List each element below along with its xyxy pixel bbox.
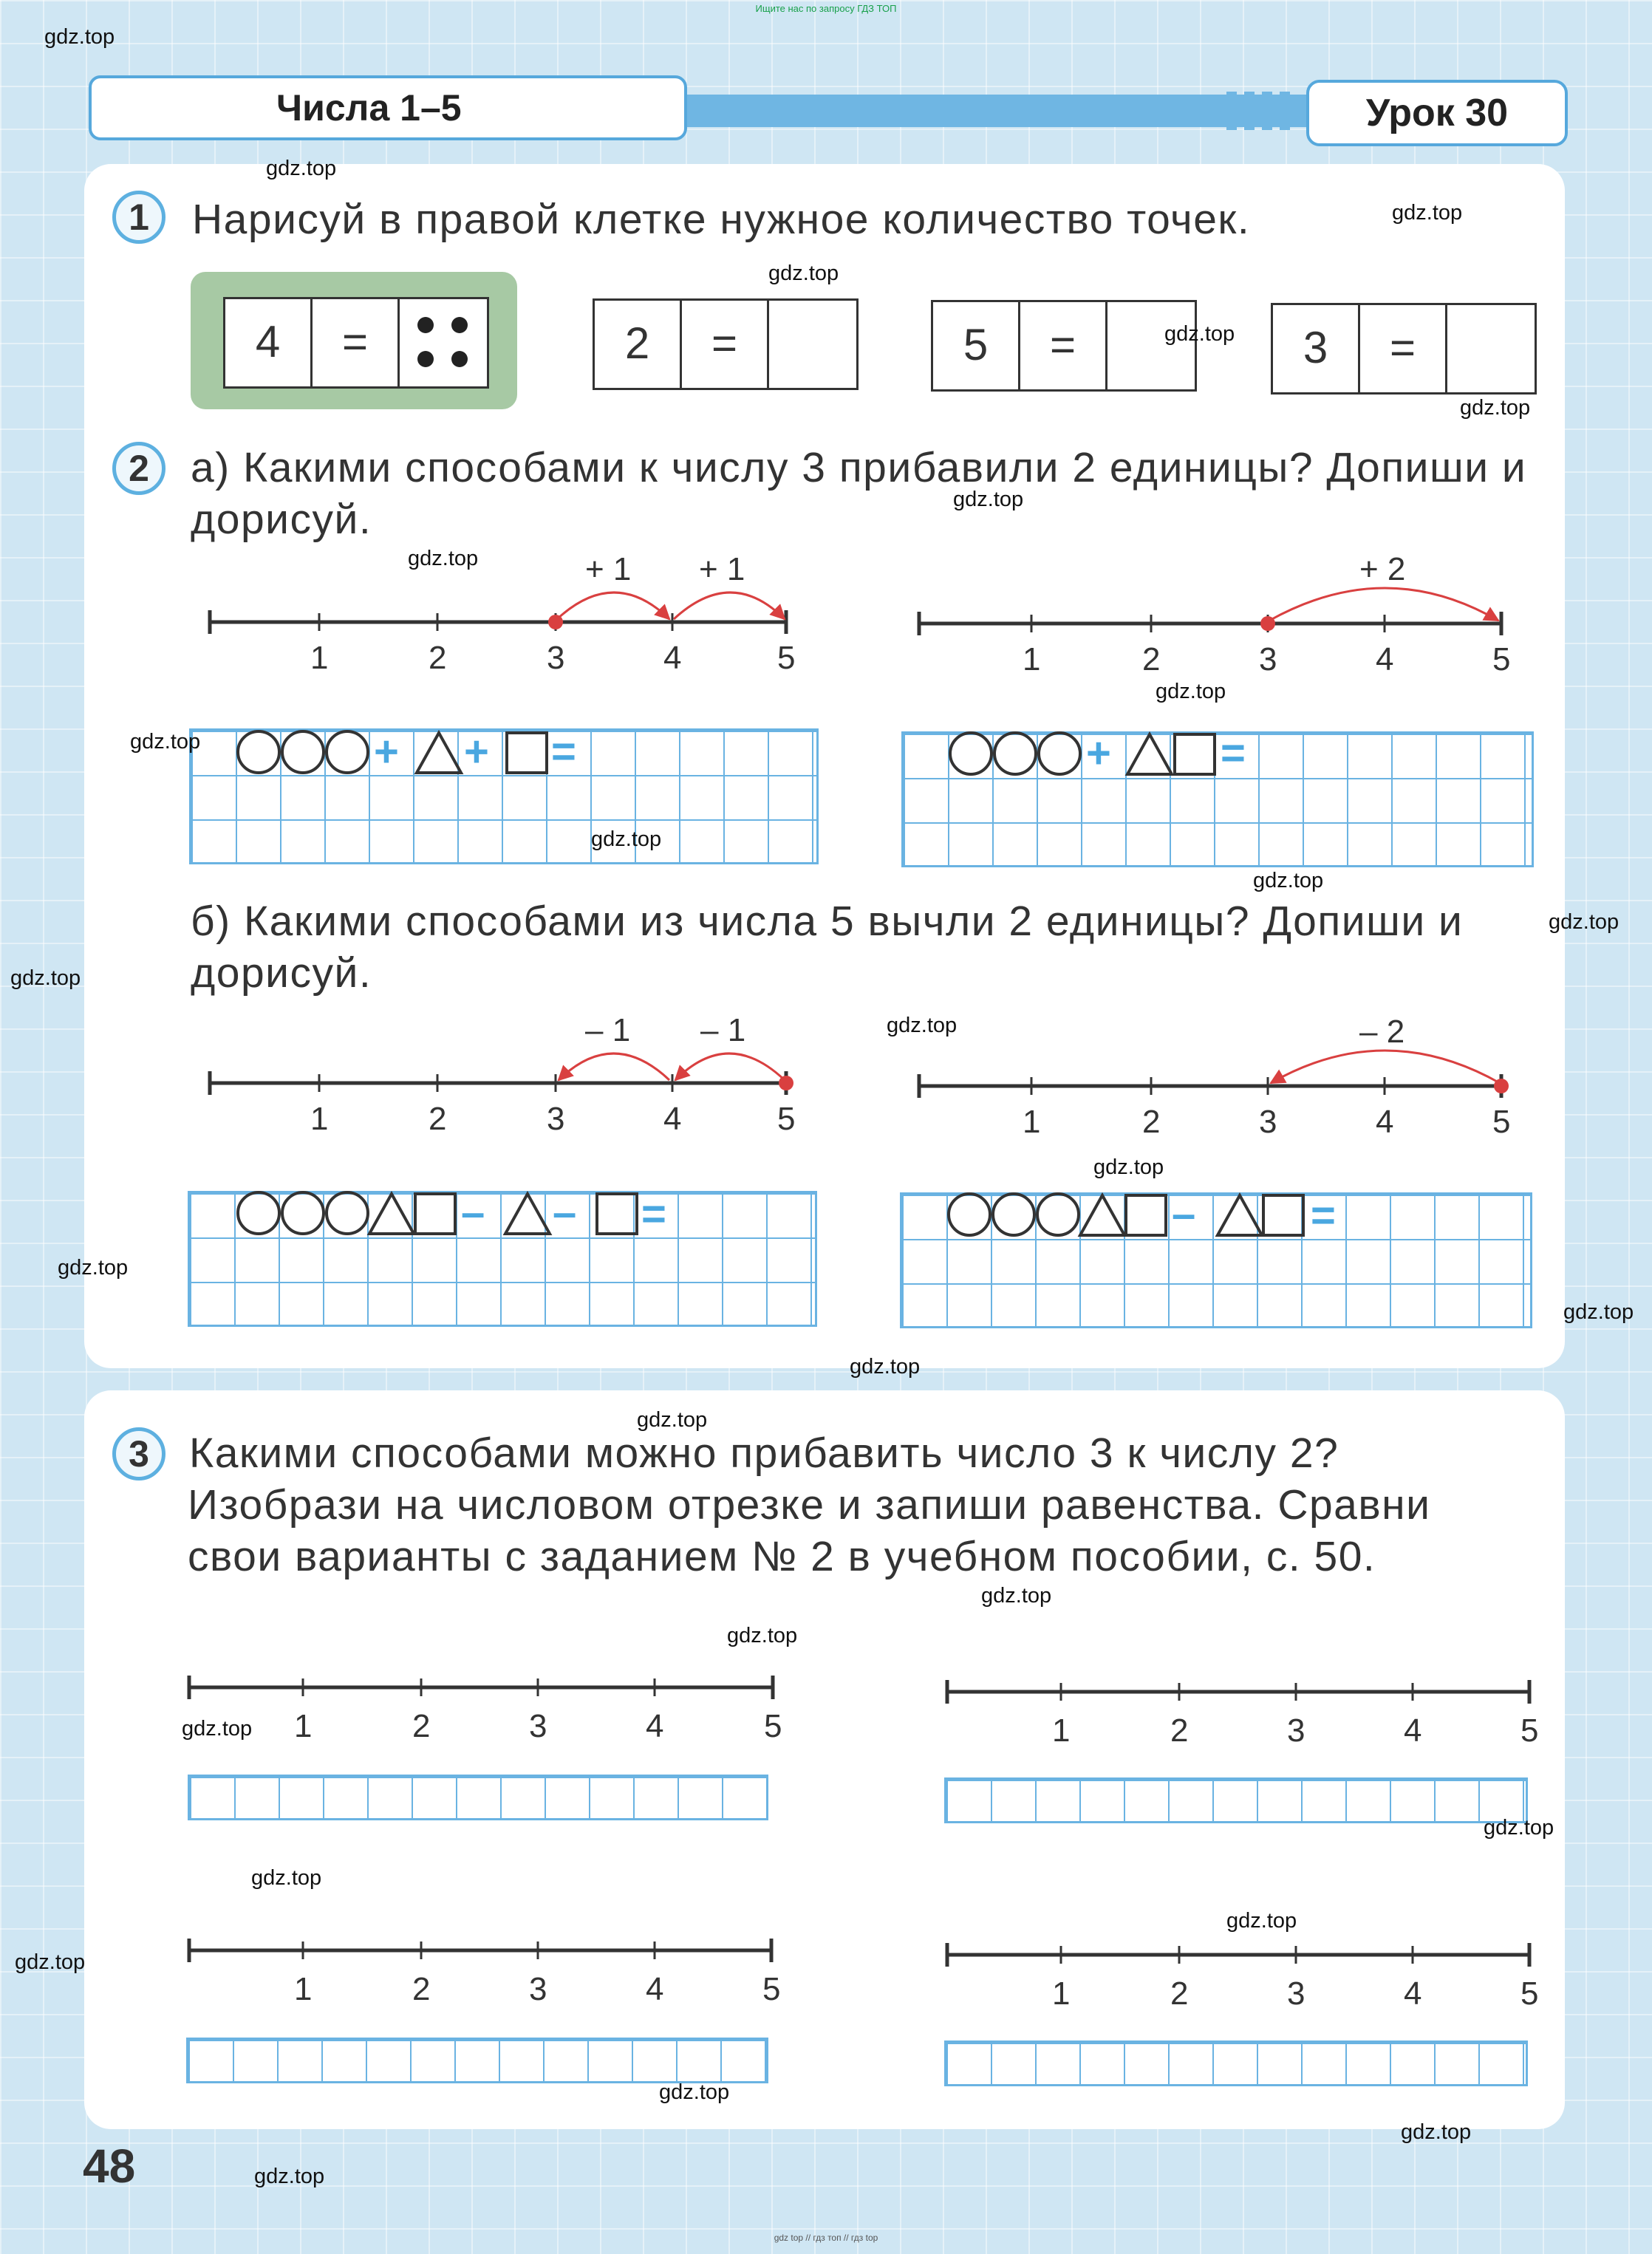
- circle-shape: [238, 731, 279, 773]
- watermark: gdz.top: [1226, 1909, 1297, 1933]
- triangle-shape: [505, 1194, 550, 1234]
- tick-label: 3: [1259, 1104, 1277, 1140]
- circle-shape: [993, 1194, 1034, 1235]
- tick-label: 3: [547, 1101, 565, 1137]
- watermark: gdz.top: [44, 25, 115, 49]
- tick-label: 4: [663, 1101, 682, 1137]
- watermark: gdz.top: [1549, 910, 1619, 934]
- watermark: gdz.top: [768, 262, 839, 285]
- top-note: Ищите нас по запросу ГДЗ ТОП: [755, 3, 897, 14]
- triangle-shape: [417, 733, 461, 773]
- tick-label: 5: [1492, 1104, 1511, 1140]
- watermark: gdz.top: [591, 827, 662, 851]
- bottom-note: gdz top // гдз топ // гдз top: [774, 2233, 878, 2243]
- tick-label: 4: [646, 1971, 664, 2007]
- tick-label: 5: [1492, 641, 1511, 677]
- circle-shape: [1039, 733, 1080, 774]
- watermark: gdz.top: [251, 1866, 322, 1890]
- tick-label: 3: [547, 640, 565, 676]
- watermark: gdz.top: [887, 1014, 958, 1037]
- tick-label: 5: [762, 1971, 781, 2007]
- circle-shape: [1037, 1194, 1079, 1235]
- triangle-shape: [1080, 1195, 1124, 1235]
- grid-3-bottom-left[interactable]: [186, 2038, 768, 2083]
- box-equals: =: [1020, 302, 1107, 389]
- box-equals: =: [682, 301, 769, 388]
- plus-sign: +: [374, 728, 399, 776]
- square-shape: [415, 1194, 455, 1234]
- task-3-number: 3: [112, 1427, 165, 1481]
- tick-label: 2: [1142, 641, 1161, 677]
- tick-label: 1: [1023, 641, 1041, 677]
- example-number: 4: [225, 299, 313, 386]
- tick-label: 1: [1052, 1712, 1071, 1749]
- tick-label: 4: [1376, 1104, 1394, 1140]
- box-number: 3: [1273, 305, 1360, 392]
- tick-label: 3: [1287, 1712, 1305, 1749]
- watermark: gdz.top: [10, 966, 81, 990]
- watermark: gdz.top: [1401, 2120, 1472, 2144]
- tick-label: 3: [1287, 1975, 1305, 2012]
- grid-3-top-left[interactable]: [188, 1775, 768, 1820]
- circle-shape: [282, 731, 324, 773]
- tick-label: 4: [1376, 641, 1394, 677]
- square-shape: [597, 1194, 637, 1234]
- watermark: gdz.top: [727, 1624, 798, 1647]
- tick-label: 5: [1520, 1975, 1539, 2012]
- arc-label: + 2: [1359, 551, 1406, 587]
- circle-shape: [282, 1192, 324, 1234]
- watermark: gdz.top: [1460, 396, 1531, 420]
- tick-label: 2: [412, 1971, 431, 2007]
- watermark: gdz.top: [953, 488, 1024, 511]
- square-shape: [1126, 1195, 1166, 1235]
- minus-sign: –: [461, 1189, 485, 1237]
- watermark: gdz.top: [1253, 869, 1324, 892]
- task-3-text-line-2: Изобрази на числовом отрезке и запиши равенства. Сравни: [188, 1481, 1431, 1529]
- square-shape: [507, 733, 547, 773]
- tick-label: 1: [294, 1971, 313, 2007]
- triangle-shape: [1218, 1195, 1262, 1235]
- tick-label: 1: [294, 1708, 313, 1744]
- watermark: gdz.top: [130, 730, 201, 754]
- tick-label: 3: [529, 1708, 547, 1744]
- tick-label: 5: [777, 640, 796, 676]
- watermark: gdz.top: [637, 1408, 708, 1432]
- tick-label: 4: [646, 1708, 664, 1744]
- watermark: gdz.top: [1392, 201, 1463, 225]
- tick-label: 5: [1520, 1712, 1539, 1749]
- tick-label: 2: [1170, 1712, 1189, 1749]
- circle-shape: [949, 1194, 990, 1235]
- grid-3-top-right[interactable]: [944, 1777, 1528, 1823]
- equals-sign: =: [1221, 729, 1246, 777]
- page-number: 48: [83, 2139, 136, 2193]
- watermark: gdz.top: [266, 157, 337, 180]
- task-3-text-line-3: свои варианты с заданием № 2 в учебном пособии, с. 50.: [188, 1533, 1376, 1580]
- task-2a-text: а) Какими способами к числу 3 прибавили 2 единицы? Допиши и дорисуй.: [191, 444, 1527, 543]
- task-1-number: 1: [112, 191, 165, 244]
- circle-shape: [950, 733, 991, 774]
- watermark: gdz.top: [1093, 1155, 1164, 1179]
- watermark: gdz.top: [981, 1584, 1052, 1608]
- example-equals: =: [313, 299, 400, 386]
- box-number: 2: [595, 301, 682, 388]
- minus-sign: –: [1172, 1190, 1196, 1238]
- tick-label: 2: [412, 1708, 431, 1744]
- arc-label: – 1: [700, 1012, 746, 1048]
- tick-label: 5: [764, 1708, 782, 1744]
- tick-label: 1: [310, 1101, 329, 1137]
- tick-label: 4: [1404, 1975, 1422, 2012]
- tick-label: 1: [310, 640, 329, 676]
- arc-label: + 1: [699, 551, 745, 587]
- plus-sign: +: [464, 728, 489, 776]
- box-number: 5: [933, 302, 1020, 389]
- grid-3-bottom-right[interactable]: [944, 2040, 1528, 2086]
- watermark: gdz.top: [1484, 1816, 1554, 1840]
- tick-label: 5: [777, 1101, 796, 1137]
- watermark: gdz.top: [58, 1256, 129, 1280]
- square-shape: [1175, 734, 1215, 774]
- lesson-title: Урок 30: [1306, 80, 1568, 146]
- box-equals: =: [1360, 305, 1447, 392]
- equals-sign: =: [641, 1190, 666, 1238]
- tick-label: 2: [1170, 1975, 1189, 2012]
- task-2-number: 2: [112, 442, 165, 495]
- watermark: gdz.top: [15, 1950, 86, 1974]
- tick-label: 2: [429, 1101, 447, 1137]
- equals-sign: =: [551, 728, 576, 776]
- tick-label: 1: [1052, 1975, 1071, 2012]
- tick-label: 4: [1404, 1712, 1422, 1749]
- watermark: gdz.top: [1156, 680, 1226, 703]
- tick-label: 3: [1259, 641, 1277, 677]
- circle-shape: [327, 1192, 368, 1234]
- tick-label: 2: [429, 640, 447, 676]
- task-1-text: Нарисуй в правой клетке нужное количество точек.: [192, 196, 1251, 243]
- task-3-text-line-1: Какими способами можно прибавить число 3 к числу 2?: [189, 1430, 1339, 1477]
- tick-label: 4: [663, 640, 682, 676]
- arc-label: – 1: [585, 1012, 631, 1048]
- watermark: gdz.top: [850, 1355, 921, 1379]
- arc-label: + 1: [585, 551, 632, 587]
- topic-title: Числа 1–5: [89, 75, 687, 140]
- watermark: gdz.top: [254, 2165, 325, 2188]
- plus-sign: +: [1086, 729, 1111, 777]
- equals-sign: =: [1311, 1192, 1336, 1240]
- square-shape: [1263, 1195, 1303, 1235]
- circle-shape: [238, 1192, 279, 1234]
- triangle-shape: [1127, 734, 1172, 774]
- tick-label: 3: [529, 1971, 547, 2007]
- arc-label: – 2: [1359, 1014, 1405, 1050]
- watermark: gdz.top: [1164, 322, 1235, 346]
- watermark: gdz.top: [182, 1717, 253, 1741]
- watermark: gdz.top: [408, 547, 479, 570]
- circle-shape: [327, 731, 368, 773]
- watermark: gdz.top: [1563, 1300, 1634, 1324]
- tick-label: 2: [1142, 1104, 1161, 1140]
- minus-sign: –: [553, 1189, 577, 1237]
- tick-label: 1: [1023, 1104, 1041, 1140]
- task-2b-text: б) Какими способами из числа 5 вычли 2 единицы? Допиши и дорисуй.: [191, 898, 1464, 997]
- watermark: gdz.top: [659, 2080, 730, 2104]
- triangle-shape: [369, 1194, 414, 1234]
- circle-shape: [994, 733, 1036, 774]
